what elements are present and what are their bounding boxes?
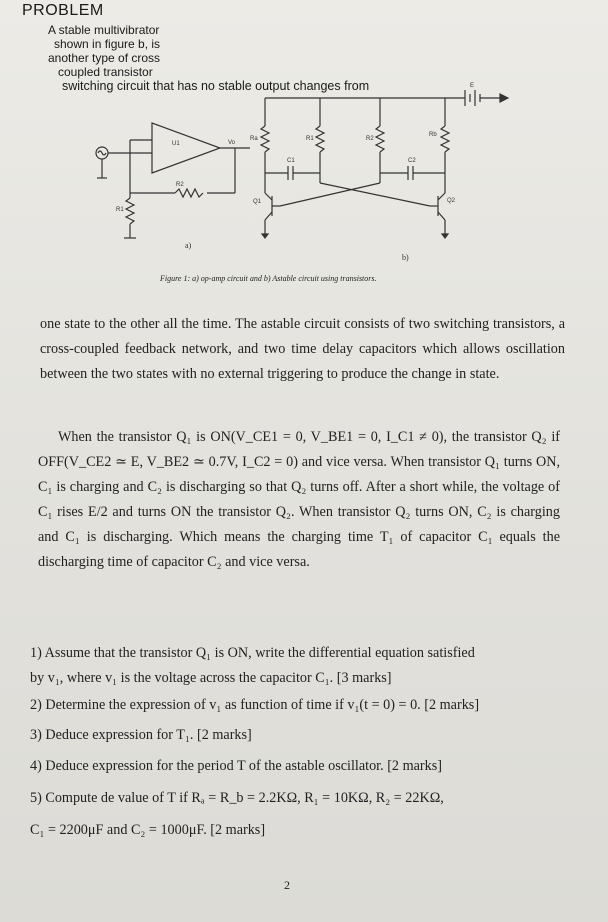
- label-ra: Ra: [250, 136, 258, 142]
- label-vo: Vo: [228, 140, 236, 146]
- resistor-r1-a-icon: [126, 198, 134, 224]
- question-5-line-1: 5) Compute de value of T if Rₐ = R_b = 2.2KΩ, R₁ = 10KΩ, R₂ = 22KΩ,: [30, 790, 444, 806]
- label-q1: Q1: [253, 199, 262, 205]
- problem-title: PROBLEM: [22, 2, 104, 19]
- label-c2: C2: [408, 158, 416, 164]
- question-4: 4) Deduce expression for the period T of the astable oscillator. [2 marks]: [30, 758, 442, 774]
- figure-label-a: a): [185, 241, 192, 250]
- resistor-r2-a-icon: [175, 189, 203, 197]
- op-amp-icon: [152, 123, 220, 173]
- intro-line-2: shown in figure b, is: [54, 37, 161, 51]
- label-c1: C1: [287, 158, 295, 164]
- resistor-r2-b-icon: [376, 126, 384, 152]
- question-1-line-1: 1) Assume that the transistor Q₁ is ON, write the differential equation satisfied: [30, 645, 475, 661]
- question-5-line-2: C₁ = 2200μF and C₂ = 1000μF. [2 marks]: [30, 822, 266, 838]
- intro-line-4: coupled transistor: [58, 65, 153, 79]
- label-r1-a: R1: [116, 207, 124, 213]
- resistor-r1-b-icon: [316, 126, 324, 152]
- label-r2-b: R2: [366, 136, 374, 142]
- question-2: 2) Determine the expression of v₁ as function of time if v₁(t = 0) = 0. [2 marks]: [30, 697, 480, 713]
- figure-caption: Figure 1: a) op-amp circuit and b) Astable circuit using transistors.: [160, 274, 377, 283]
- label-r1-b: R1: [306, 136, 314, 142]
- label-q2: Q2: [447, 198, 456, 204]
- label-e: E: [470, 83, 475, 89]
- intro-line-5: switching circuit that has no stable output changes from: [62, 79, 370, 93]
- transistor-q2-icon: [438, 193, 445, 200]
- page-number: 2: [284, 878, 290, 892]
- paragraph-intro-continued: one state to the other all the time. The astable circuit consists of two switching transistors, a cross-coupled feedback network, and two time delay capacitors which allows oscillation between the two states with no external triggering to produce the change in state.: [40, 316, 565, 382]
- label-r2-a: R2: [176, 182, 184, 188]
- label-u1: U1: [172, 141, 180, 147]
- figure-label-b: b): [402, 253, 409, 262]
- label-rb: Rb: [429, 132, 437, 138]
- question-3: 3) Deduce expression for T₁. [2 marks]: [30, 727, 252, 743]
- resistor-rb-icon: [441, 126, 449, 152]
- intro-line-3: another type of cross: [48, 51, 161, 65]
- intro-line-1: A stable multivibrator: [48, 23, 160, 37]
- resistor-ra-icon: [261, 126, 269, 152]
- circuit-figure: [90, 78, 530, 278]
- transistor-q1-icon: [265, 193, 272, 200]
- paragraph-transistor-explanation: When the transistor Q₁ is ON(V_CE1 = 0, V_BE1 = 0, I_C1 ≠ 0), the transistor Q₂ if OFF(V_CE2 ≃ E, V_BE2 ≃ 0.7V, I_C2 = 0) and vice versa. When transistor Q₁ turns ON, C₁ is charging and C₂ is discharging so that Q₂ turns off. After a short while, the voltage of C₁ rises E/2 and turns ON the transistor Q₂. When transistor Q₂ turns ON, C₂ is charging and C₁ is discharging. Which means the charging time T₁ of capacitor C₁ equals the discharging time of capacitor C₂ and vice versa.: [38, 429, 560, 570]
- question-1-line-2: by v₁, where v₁ is the voltage across the capacitor C₁. [3 marks]: [30, 670, 392, 686]
